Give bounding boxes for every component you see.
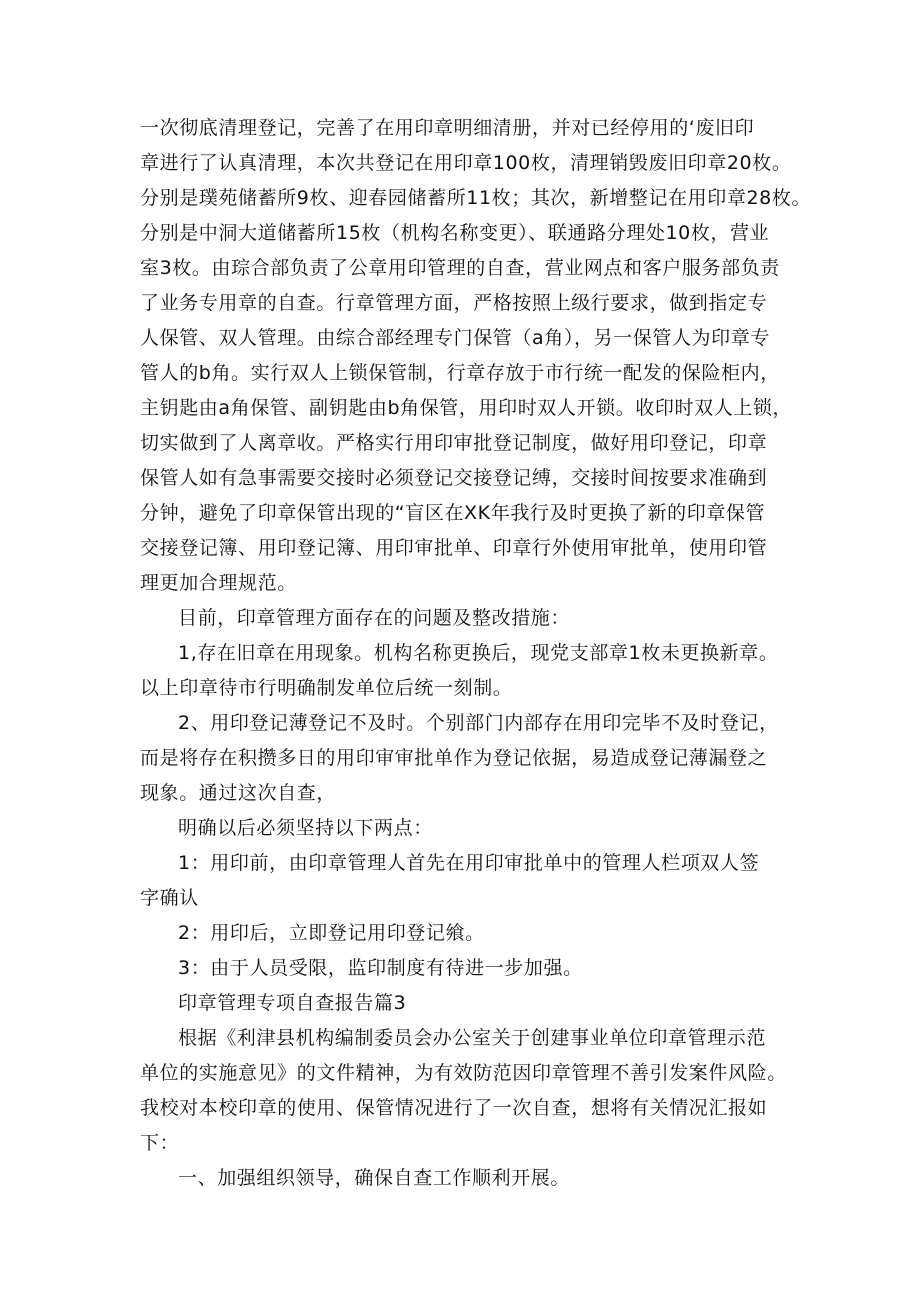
text-line: 目前，印章管理方面存在的问题及整改措施： <box>178 607 571 629</box>
text-line: 章进行了认真清理，本次共登记在用印章100枚，清理销毁废旧印章20枚。 <box>140 152 792 174</box>
text-line: 明确以后必须坚持以下两点： <box>178 817 433 839</box>
text-line: 2：用印后，立即登记用印登记飨。 <box>178 922 485 944</box>
text-line: 根据《利津县机构编制委员会办公室关于创建事业单位印章管理示范 <box>178 1027 767 1049</box>
text-line: 1,存在旧章在用现象。机构名称更换后，现党支部章1枚未更换新章。 <box>178 642 779 664</box>
text-line: 主钥匙由a角保管、副钥匙由b角保管，用印时双人开锁。收印时双人上锁， <box>140 397 793 419</box>
text-line: 现象。通过这次自查， <box>140 782 337 804</box>
text-line: 2、用印登记薄登记不及时。个别部门内部存在用印完毕不及时登记， <box>178 712 779 734</box>
text-line: 室3枚。由琮合部负责了公章用印管理的自查，营业网点和客户服务部负责 <box>140 257 780 279</box>
text-line: 人保管、双人管理。由综合部经理专门保管（a角），另一保管人为印章专 <box>140 327 770 349</box>
text-line: 一、加强组织领导，确保自查工作顺利开展。 <box>178 1167 571 1189</box>
text-line: 3：由于人员受限，监印制度有待进一步加强。 <box>178 957 583 979</box>
text-line: 我校对本校印章的使用、保管情况进行了一次自查，想将有关情况汇报如 <box>140 1097 768 1119</box>
text-line: 分别是璞苑储蓄所9枚、迎春园储蓄所11枚；其次，新增整记在用印章28枚。 <box>140 187 812 209</box>
text-line: 一次彻底清理登记，完善了在用印章明细清册，并对已经停用的‘废旧印 <box>140 117 755 139</box>
text-line: 了业务专用章的自查。行章管理方面，严格按照上级行要求，做到指定专 <box>140 292 768 314</box>
text-line: 交接登记簿、用印登记簿、用印审批单、印章行外使用审批单，使用印管 <box>140 537 768 559</box>
text-line: 分钟，避免了印章保管出现的“盲区在XK年我行及时更换了新的印章保管 <box>140 502 766 524</box>
text-line: 字确认 <box>140 887 199 909</box>
text-line: 以上印章待市行明确制发单位后统一刻制。 <box>140 677 513 699</box>
text-line: 切实做到了人离章收。严格实行用印审批登记制度，做好用印登记，印章 <box>140 432 768 454</box>
text-line: 理更加合理规范。 <box>140 572 297 594</box>
section-heading: 印章管理专项自查报告篇3 <box>178 992 407 1014</box>
text-line: 分别是中洞大道储蓄所15枚（机构名称变更）、联通路分理处10枚，营业 <box>140 222 770 244</box>
text-line: 1：用印前，由印章管理人首先在用印审批单中的管理人栏项双人签 <box>178 852 760 874</box>
text-line: 保管人如有急事需要交接时必须登记交接登记缚，交接时间按要求准确到 <box>140 467 768 489</box>
text-line: 下： <box>140 1132 180 1154</box>
text-line: 单位的实施意见》的文件精神，为有效防范因印章管理不善引发案件风险。 <box>140 1062 787 1084</box>
text-line: 管人的b角。实行双人上锁保管制，行章存放于市行统一配发的保险柜内， <box>140 362 780 384</box>
text-line: 而是将存在积攒多日的用印审审批单作为登记依据，易造成登记薄漏登之 <box>140 747 768 769</box>
